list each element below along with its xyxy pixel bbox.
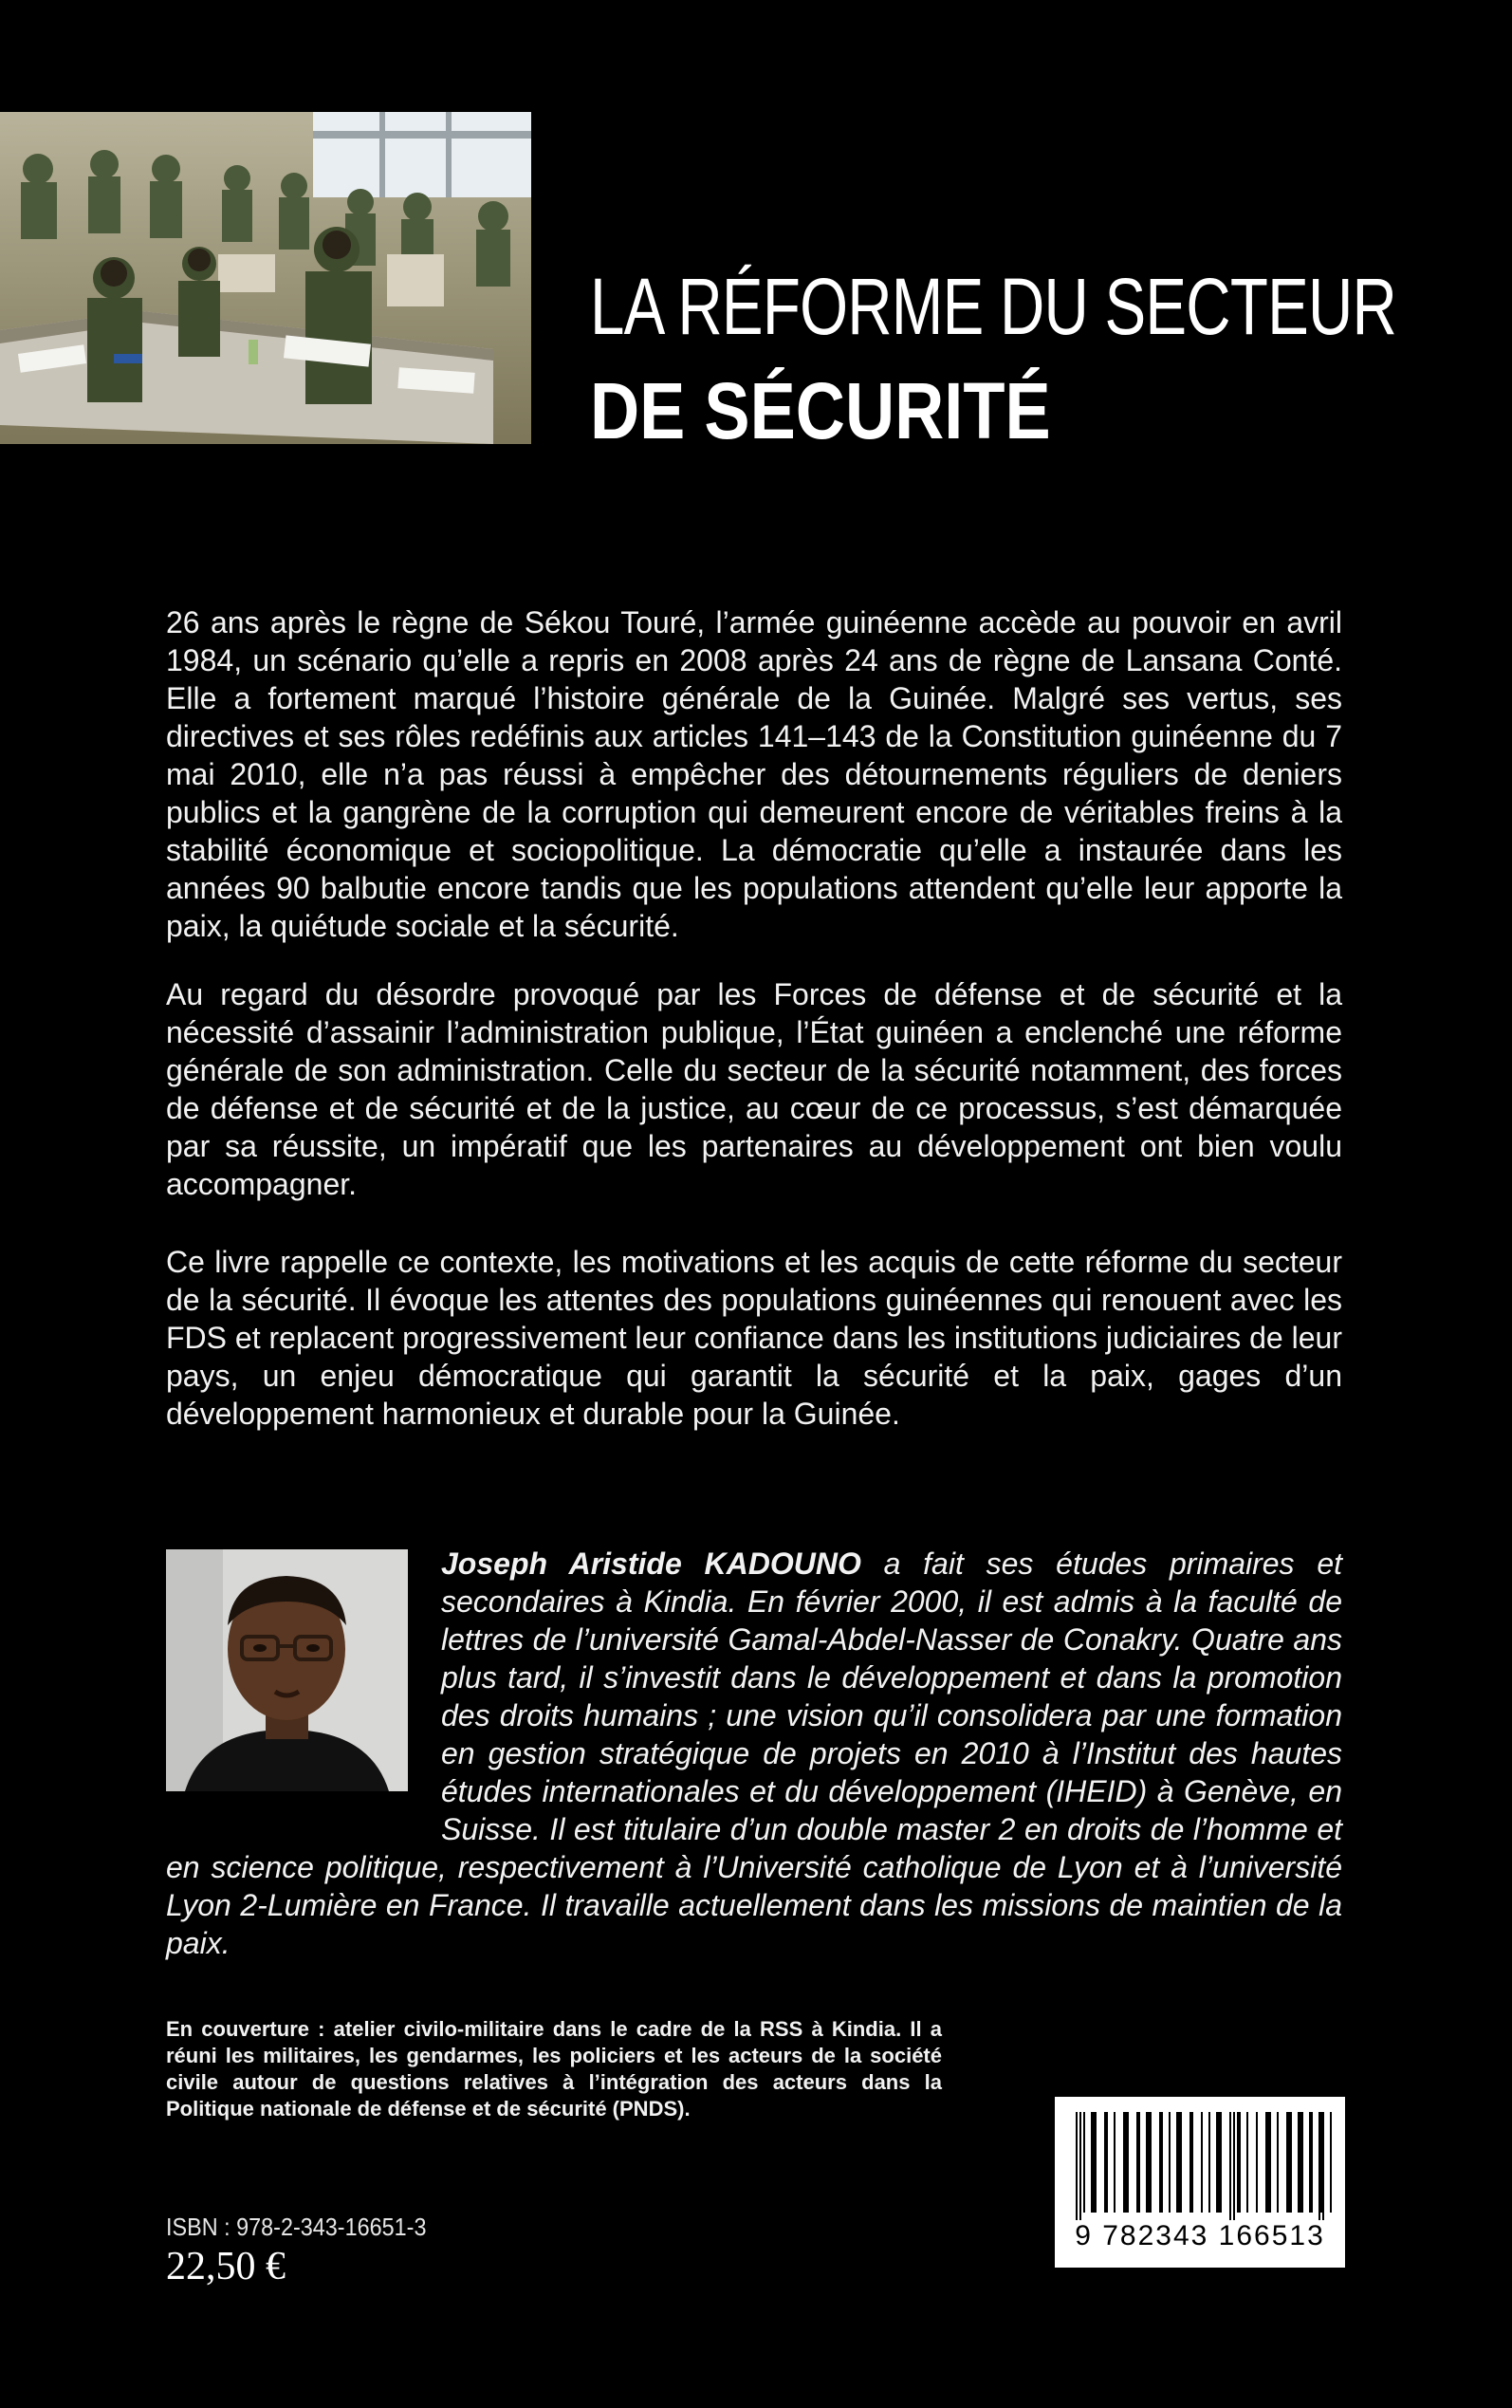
barcode-bar — [1189, 2112, 1193, 2213]
barcode-bar — [1298, 2112, 1303, 2213]
barcode-bars — [1055, 2097, 1345, 2220]
barcode-bar — [1079, 2112, 1081, 2220]
barcode-bar — [1237, 2112, 1241, 2213]
price: 22,50 € — [166, 2245, 286, 2288]
barcode-number: 9 782343 166513 — [1075, 2220, 1325, 2251]
barcode-bar — [1277, 2112, 1279, 2213]
barcode-bar — [1265, 2112, 1271, 2213]
cover-photo — [0, 112, 531, 444]
barcode-bar — [1318, 2112, 1320, 2220]
book-title-line-1: LA RÉFORME DU SECTEUR — [590, 262, 1397, 351]
barcode — [1055, 2097, 1345, 2268]
author-biography — [166, 1545, 1342, 1962]
author-bio-text: a fait ses études primaires et secondaires à Kindia. En février 2000, il est admis à la faculté de lettres de l’université Gamal-Abdel-Nasser de Conakry. Quatre ans plus tard, il s’investit dans le développement et dans la promotion des droits humains ; une vision qu’il consolidera par une formation en gestion stratégique de projets en 2010 à l’Institut des hautes études internationales et du développement (IHEID) à Genève, en Suisse. Il est titulaire d’un double master 2 en droits de l’homme et en science politique, respectivement à l’Université catholique de Lyon et à l’université Lyon 2-Lumière en France. Il travaille actuellement dans les missions de maintien de la paix. — [166, 1547, 1342, 1960]
book-title-line-2: DE SÉCURITÉ — [590, 366, 1051, 455]
barcode-bar — [1169, 2112, 1171, 2213]
barcode-bar — [1233, 2112, 1235, 2220]
synopsis-paragraph-2: Au regard du désordre provoqué par les Forces de défense et de sécurité et la nécessité d’assainir l’administration publique, l’État guinéen a enclenché une réforme générale de son administration. Celle du secteur de la sécurité notamment, des forces de défense et de sécurité et de la justice, au cœur de ce processus, s’est démarquée par sa réussite, un impératif que les partenaires au développement ont bien voulu accompagner. — [166, 977, 1342, 1201]
barcode-bar — [1159, 2112, 1163, 2213]
barcode-bar — [1146, 2112, 1152, 2213]
synopsis-paragraph-3: Ce livre rappelle ce contexte, les motivations et les acquis de cette réforme du secteur de la sécurité. Il évoque les attentes des populations guinéennes qui renouent avec les FDS et replacent progressivement leur confiance dans les institutions judiciaires de leur pays, un enjeu démocratique qui garantit la sécurité et la paix, gages d’un développement harmonieux et durable pour la Guinée. — [166, 1245, 1342, 1431]
cover-caption: En couverture : atelier civilo-militaire dans le cadre de la RSS à Kindia. Il a réuni les militaires, les gendarmes, les policiers et les acteurs de la société civile autour de questions relatives à l’intégration des acteurs dans la Politique nationale de défense et de sécurité (PNDS). — [166, 2017, 942, 2121]
barcode-bar — [1216, 2112, 1222, 2213]
barcode-bar — [1208, 2112, 1210, 2213]
synopsis-paragraph-1: 26 ans après le règne de Sékou Touré, l’armée guinéenne accède au pouvoir en avril 1984, un scénario qu’elle a repris en 2008 après 24 ans de règne de Lansana Conté. Elle a fortement marqué l’histoire générale de la Guinée. Malgré ses vertus, ses directives et ses rôles redéfinis aux articles 141–143 de la Constitution guinéenne du 7 mai 2010, elle n’a pas réussi à empêcher des détournements réguliers de deniers publics et la gangrène de la corruption qui demeurent encore de véritables freins à la stabilité économique et sociopolitique. La démocratie qu’elle a instaurée dans les années 90 balbutie encore tandis que les populations attendent qu’elle leur apporte la paix, la quiétude sociale et la sécurité. — [166, 605, 1342, 943]
author-name: Joseph Aristide KADOUNO — [441, 1547, 861, 1581]
barcode-bar — [1083, 2112, 1085, 2213]
barcode-bar — [1176, 2112, 1182, 2213]
barcode-bar — [1286, 2112, 1292, 2213]
isbn: ISBN : 978-2-343-16651-3 — [166, 2213, 427, 2241]
barcode-bar — [1246, 2112, 1248, 2213]
barcode-bar — [1309, 2112, 1313, 2213]
barcode-bar — [1104, 2112, 1108, 2213]
classroom-photo-illustration — [0, 112, 531, 444]
barcode-bar — [1322, 2112, 1324, 2220]
barcode-bar — [1256, 2112, 1258, 2213]
barcode-bar — [1123, 2112, 1129, 2213]
barcode-bar — [1330, 2112, 1332, 2213]
barcode-bar — [1136, 2112, 1140, 2213]
barcode-bar — [1114, 2112, 1116, 2213]
barcode-bar — [1229, 2112, 1231, 2220]
barcode-bar — [1076, 2112, 1078, 2220]
barcode-bar — [1091, 2112, 1097, 2213]
barcode-bar — [1201, 2112, 1203, 2213]
